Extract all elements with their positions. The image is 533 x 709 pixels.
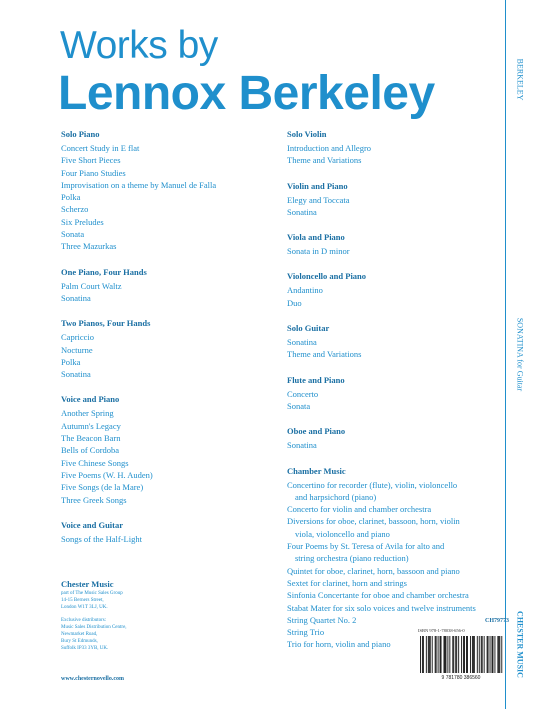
publisher-block bbox=[61, 578, 201, 652]
work-title: viola, violoncello and piano bbox=[295, 528, 390, 539]
category-heading: Violin and Piano bbox=[287, 180, 348, 191]
work-category bbox=[61, 128, 271, 253]
work-title: Concerto bbox=[287, 388, 319, 399]
distributor-line: Bury St Edmunds, bbox=[61, 639, 98, 644]
work-title: Another Spring bbox=[61, 408, 114, 419]
publisher-address-line: 14-15 Berners Street, bbox=[61, 598, 104, 603]
work-title: Duo bbox=[287, 297, 302, 308]
work-title: and harpsichord (piano) bbox=[295, 491, 377, 502]
category-heading: Solo Violin bbox=[287, 129, 327, 139]
work-title: Sonatina bbox=[287, 337, 317, 348]
work-category bbox=[287, 465, 502, 651]
work-title: Three Mazurkas bbox=[61, 241, 117, 252]
spine-title: SONATINA for Guitar bbox=[515, 317, 525, 392]
work-title: Nocturne bbox=[61, 344, 93, 355]
work-title: Four Poems by St. Teresa of Avila for alto and bbox=[287, 541, 445, 552]
work-title: Scherzo bbox=[61, 204, 89, 215]
work-title: Introduction and Allegro bbox=[287, 143, 372, 153]
work-title: Diversions for oboe, clarinet, bassoon, horn, violin bbox=[287, 516, 460, 527]
catalog-number: CH79773 bbox=[485, 618, 509, 624]
work-title: Polka bbox=[61, 356, 81, 367]
work-title: The Beacon Barn bbox=[61, 433, 121, 444]
work-title: Capriccio bbox=[61, 332, 95, 343]
work-title: Sonata bbox=[61, 229, 85, 240]
work-title: Concertino for recorder (flute), violin, violoncello bbox=[287, 479, 458, 490]
work-title: Five Chinese Songs bbox=[61, 457, 129, 468]
distributor-line: Suffolk IP33 3YB, UK. bbox=[61, 646, 109, 651]
work-category bbox=[61, 317, 271, 380]
distributor-line: Exclusive distributors: bbox=[61, 618, 107, 623]
work-title: Theme and Variations bbox=[287, 155, 362, 166]
work-title: Sonata in D minor bbox=[287, 246, 350, 257]
title-works-by: Works by bbox=[60, 24, 218, 67]
publisher-name: Chester Music bbox=[61, 579, 114, 589]
work-category bbox=[287, 322, 502, 361]
category-heading: Two Pianos, Four Hands bbox=[61, 318, 151, 329]
category-heading: Voice and Piano bbox=[61, 394, 120, 405]
work-title: Concert Study in E flat bbox=[61, 143, 140, 153]
work-title: Sonatina bbox=[61, 369, 91, 380]
spine-publisher: CHESTER MUSIC bbox=[515, 611, 525, 678]
category-heading: Flute and Piano bbox=[287, 374, 345, 385]
work-category bbox=[287, 231, 502, 257]
work-title: Improvisation on a theme by Manuel de Falla bbox=[61, 179, 217, 190]
work-title: Palm Court Waltz bbox=[61, 280, 122, 291]
work-title: Elegy and Toccata bbox=[287, 194, 350, 205]
category-heading: Voice and Guitar bbox=[61, 519, 124, 530]
work-category bbox=[287, 180, 502, 219]
work-title: Theme and Variations bbox=[287, 349, 362, 360]
work-title: Sextet for clarinet, horn and strings bbox=[287, 577, 407, 588]
distributor-line: Music Sales Distribution Centre, bbox=[61, 625, 127, 630]
category-heading: Violoncello and Piano bbox=[287, 271, 367, 282]
category-heading: Oboe and Piano bbox=[287, 426, 346, 437]
work-title: Andantino bbox=[287, 285, 323, 296]
work-title: Sinfonia Concertante for oboe and chamber orchestra bbox=[287, 590, 469, 601]
publisher-address-line: part of The Music Sales Group bbox=[61, 591, 123, 596]
spine-divider bbox=[505, 0, 506, 709]
work-title: Autumn's Legacy bbox=[61, 420, 121, 431]
works-left-column bbox=[61, 128, 271, 558]
work-title: Concerto for violin and chamber orchestra bbox=[287, 504, 432, 515]
work-title: String Trio bbox=[287, 627, 325, 638]
work-title: String Quartet No. 2 bbox=[287, 614, 357, 625]
work-title: Polka bbox=[61, 192, 81, 203]
category-heading: Solo Piano bbox=[61, 129, 100, 139]
category-heading: One Piano, Four Hands bbox=[61, 266, 147, 277]
barcode-digits: 9 781780 386560 bbox=[441, 675, 481, 680]
work-title: Five Songs (de la Mare) bbox=[61, 482, 144, 493]
category-heading: Viola and Piano bbox=[287, 232, 345, 243]
works-right-column bbox=[287, 128, 502, 664]
work-title: Sonatina bbox=[287, 440, 317, 451]
work-category bbox=[287, 128, 502, 167]
work-title: string orchestra (piano reduction) bbox=[295, 553, 409, 564]
work-title: Quintet for oboe, clarinet, horn, bassoon and piano bbox=[287, 565, 460, 576]
work-category bbox=[61, 266, 271, 305]
work-title: Bells of Cordoba bbox=[61, 445, 120, 456]
work-title: Five Short Pieces bbox=[61, 155, 121, 166]
work-title: Sonatina bbox=[61, 292, 91, 303]
publisher-website[interactable]: www.chesternovello.com bbox=[61, 676, 124, 682]
category-heading: Chamber Music bbox=[287, 465, 346, 476]
work-title: Sonata bbox=[287, 400, 311, 411]
publisher-address-line: London W1T 3LJ, UK. bbox=[61, 605, 108, 610]
work-category bbox=[61, 393, 271, 505]
work-title: Four Piano Studies bbox=[61, 167, 126, 178]
work-title: Trio for horn, violin and piano bbox=[287, 639, 391, 650]
work-title: Stabat Mater for six solo voices and twelve instruments bbox=[287, 602, 476, 613]
work-title: Six Preludes bbox=[61, 216, 104, 227]
work-category bbox=[287, 374, 502, 413]
title-composer: Lennox Berkeley bbox=[58, 67, 435, 120]
distributor-line: Newmarket Road, bbox=[61, 632, 98, 637]
work-title: Sonatina bbox=[287, 206, 317, 217]
isbn-text: ISBN 978-1-78038-656-0 bbox=[418, 628, 465, 633]
work-title: Five Poems (W. H. Auden) bbox=[61, 469, 153, 480]
work-category bbox=[287, 425, 502, 451]
spine-composer: BERKELEY bbox=[515, 58, 525, 101]
category-heading: Solo Guitar bbox=[287, 323, 330, 334]
work-title: Songs of the Half-Light bbox=[61, 533, 142, 544]
work-category bbox=[287, 270, 502, 309]
barcode bbox=[418, 628, 504, 680]
work-title: Three Greek Songs bbox=[61, 494, 127, 505]
work-category bbox=[61, 519, 271, 545]
